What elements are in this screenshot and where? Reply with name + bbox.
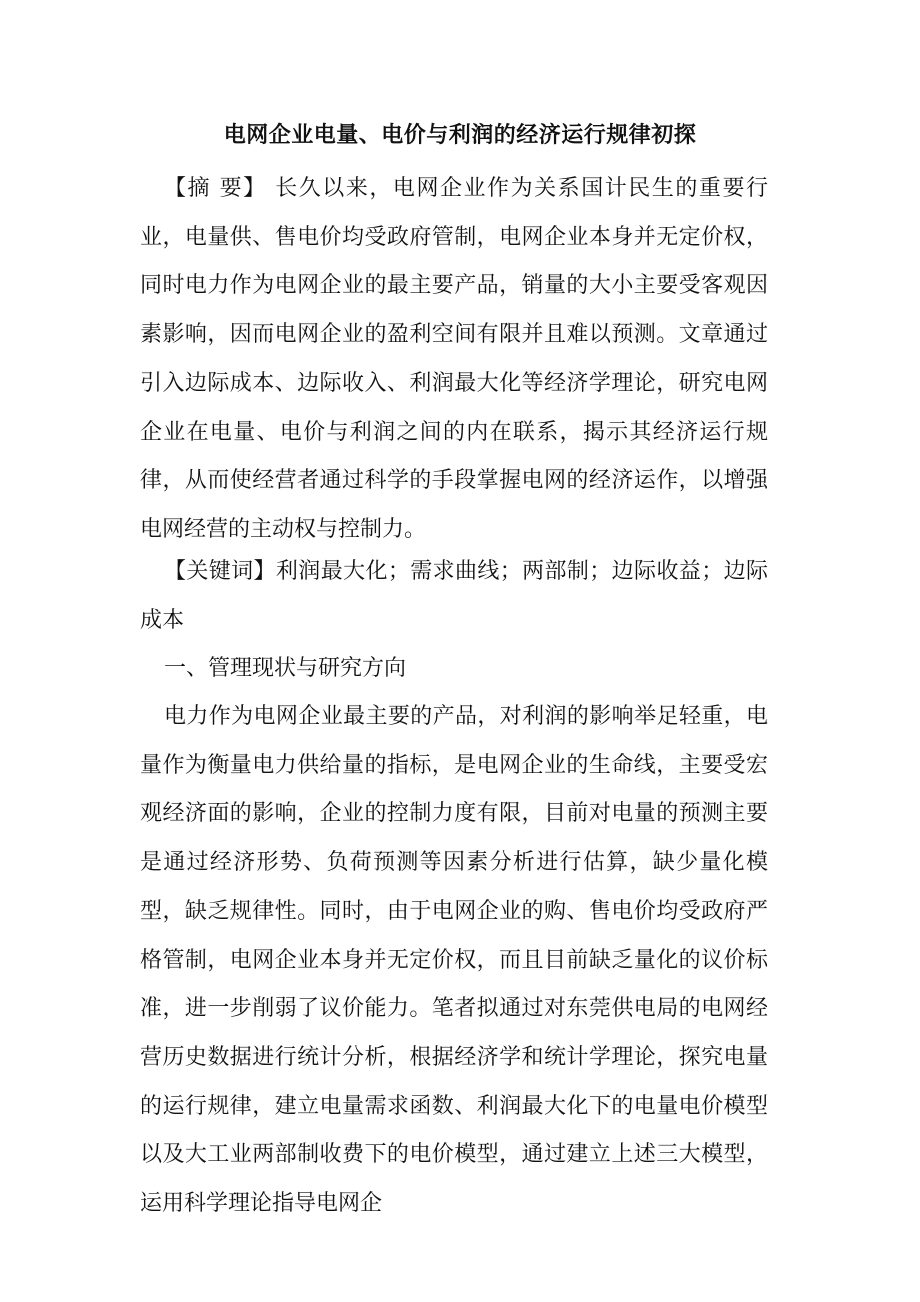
- keywords-text: 利润最大化；需求曲线；两部制；边际收益；边际成本: [140, 559, 768, 633]
- section-heading: 一、管理现状与研究方向: [164, 656, 407, 681]
- document-title: 电网企业电量、电价与利润的经济运行规律初探: [223, 122, 697, 148]
- keywords-paragraph: [140, 548, 768, 645]
- abstract-text: 长久以来，电网企业作为关系国计民生的重要行业，电量供、售电价均受政府管制，电网企业本身并无定价权，同时电力作为电网企业的最主要产品，销量的大小主要受客观因素影响，因而电网企业的盈利空间有限并且难以预测。文章通过引入边际成本、边际收入、利润最大化等经济学理论，研究电网企业在电量、电价与利润之间的内在联系，揭示其经济运行规律，从而使经营者通过科学的手段掌握电网的经济运作，以增强电网经营的主动权与控制力。: [140, 176, 768, 542]
- keywords-label: 【关键词】: [164, 559, 276, 584]
- section-body-paragraph: 电力作为电网企业最主要的产品，对利润的影响举足轻重，电量作为衡量电力供给量的指标，是电网企业的生命线，主要受宏观经济面的影响，企业的控制力度有限，目前对电量的预测主要是通过经济形势、负荷预测等因素分析进行估算，缺少量化模型，缺乏规律性。同时，由于电网企业的购、售电价均受政府严格管制，电网企业本身并无定价权，而且目前缺乏量化的议价标准，进一步削弱了议价能力。笔者拟通过对东莞供电局的电网经营历史数据进行统计分析，根据经济学和统计学理论，探究电量的运行规律，建立电量需求函数、利润最大化下的电量电价模型以及大工业两部制收费下的电价模型，通过建立上述三大模型，运用科学理论指导电网企: [140, 704, 768, 1217]
- abstract-paragraph: [140, 165, 768, 555]
- abstract-label: 【摘 要】: [164, 176, 267, 201]
